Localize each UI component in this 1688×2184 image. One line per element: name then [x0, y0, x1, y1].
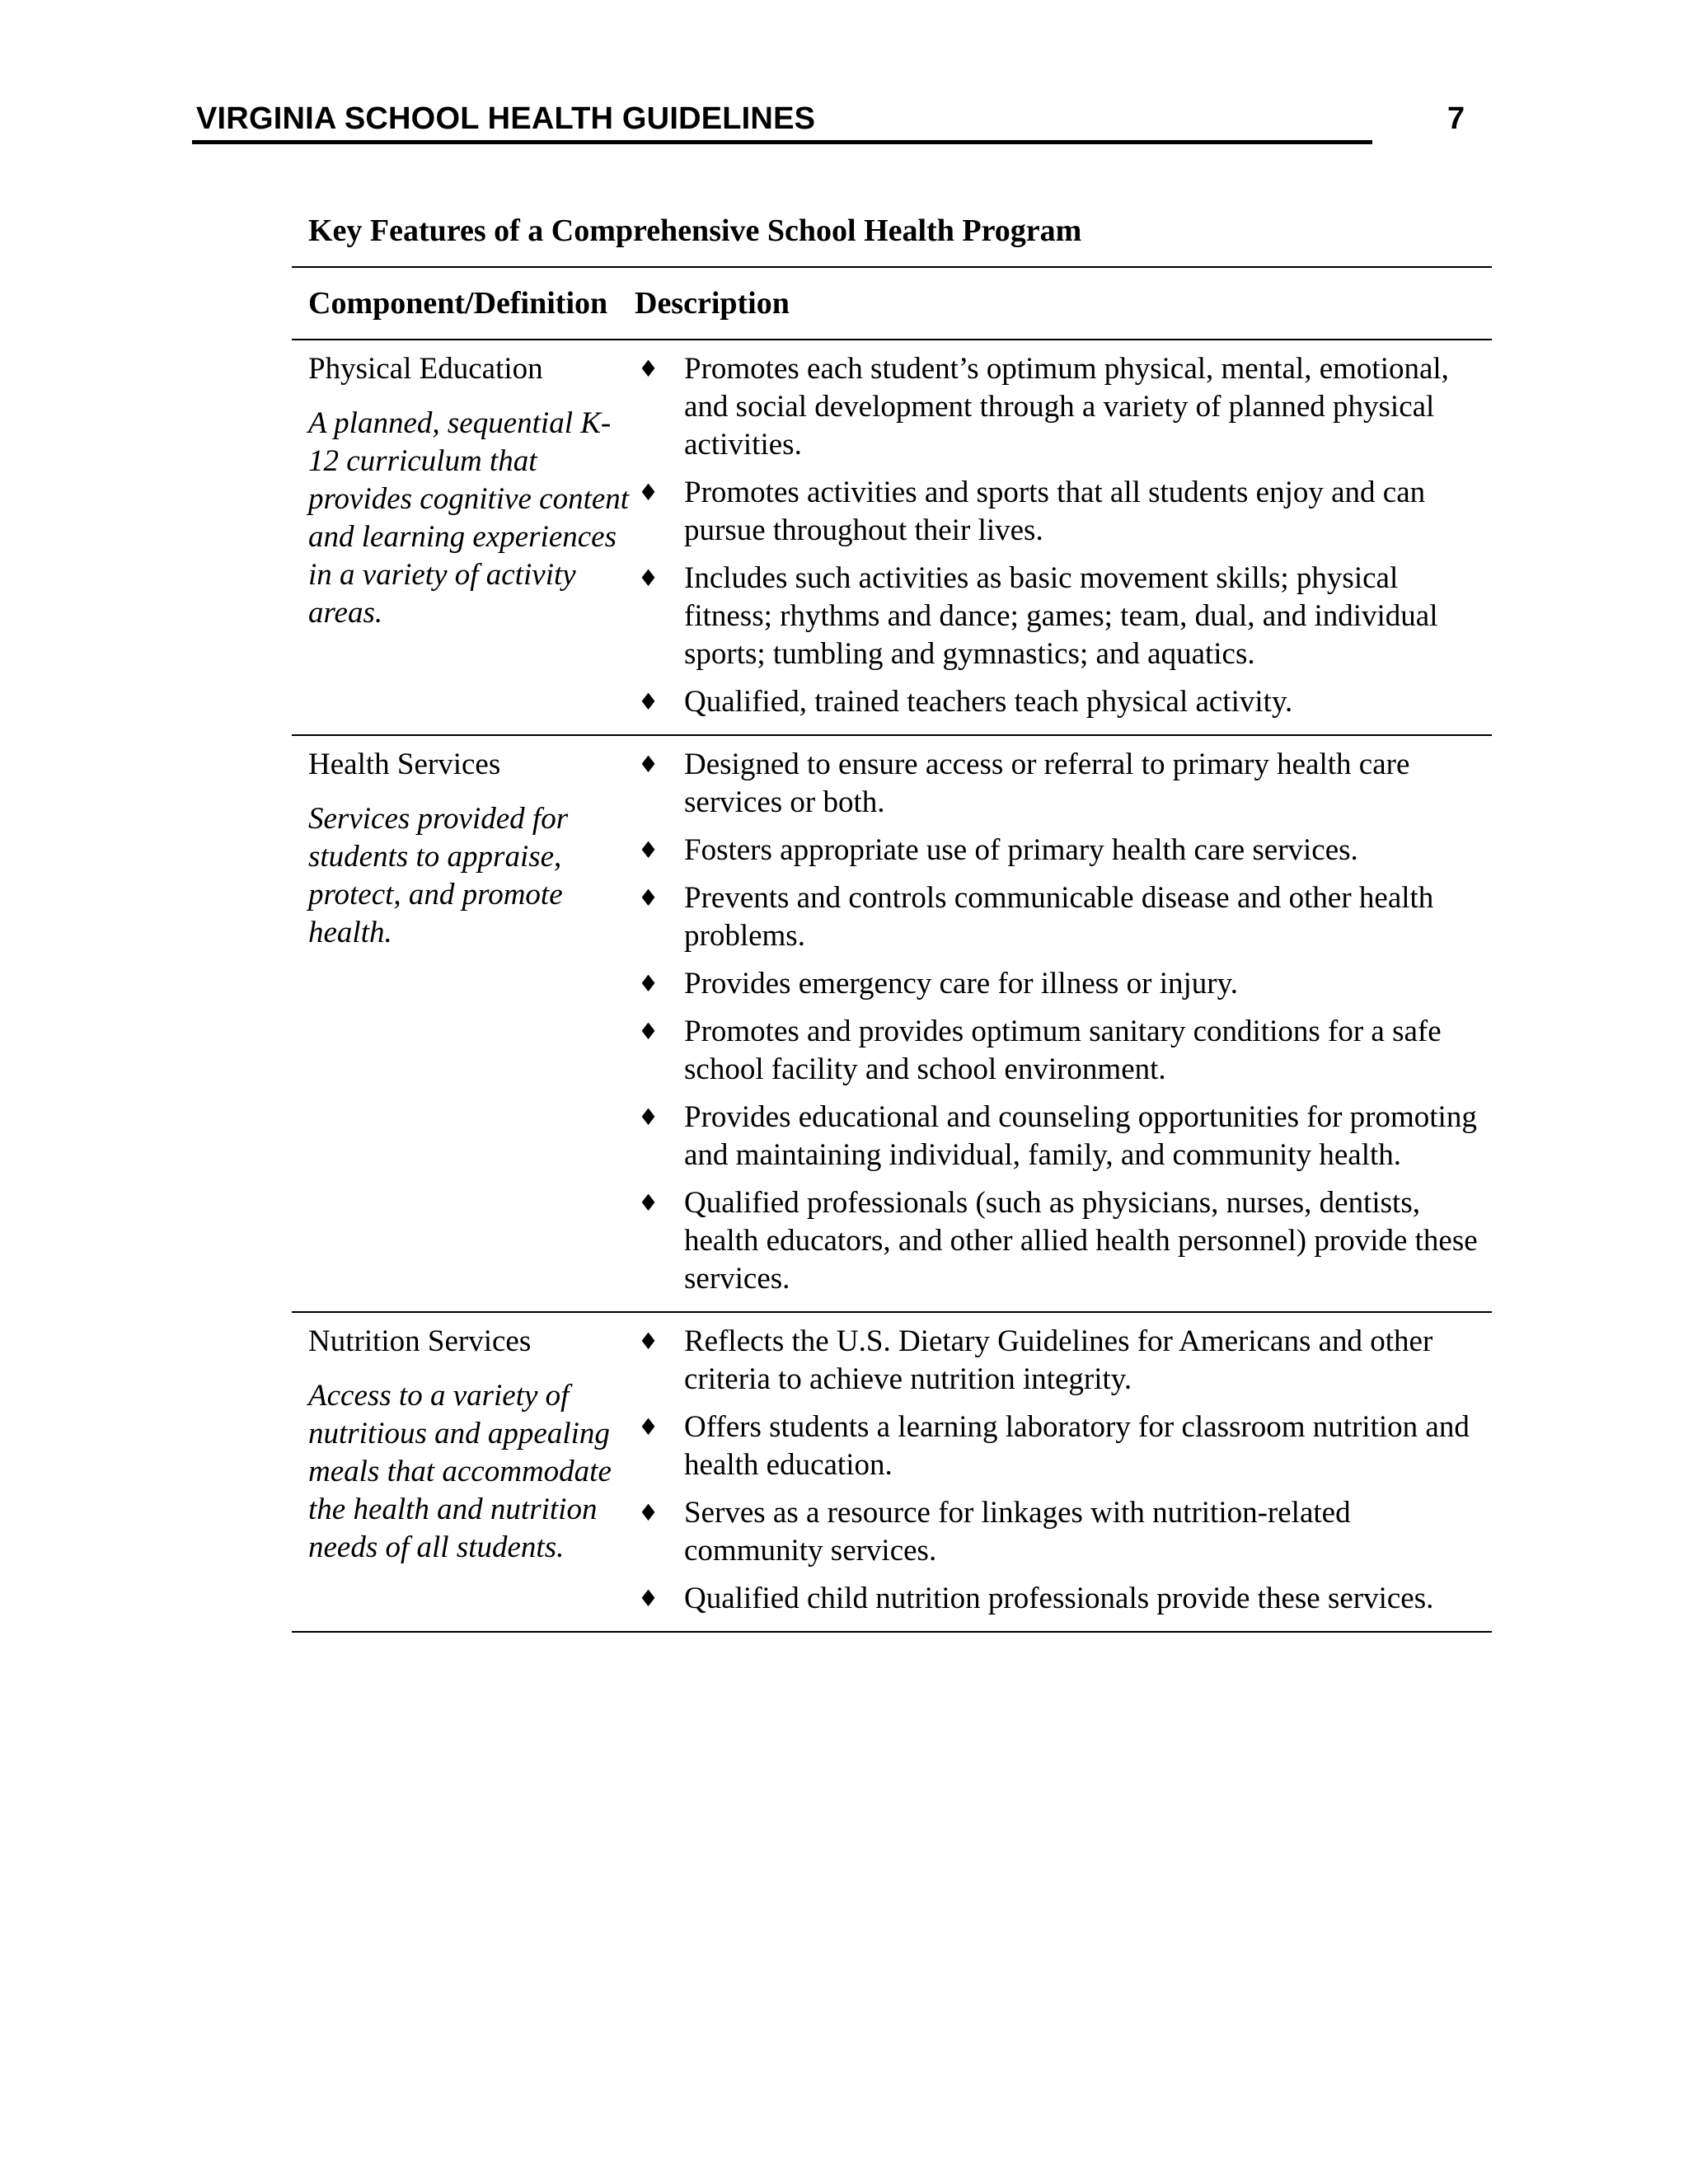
component-definition: A planned, sequential K-12 curriculum that provides cognitive content and learning experiences in a variety of activity areas. — [308, 406, 630, 630]
diamond-bullet-icon: ♦ — [638, 355, 659, 382]
diamond-bullet-icon: ♦ — [638, 1328, 659, 1355]
diamond-bullet-icon: ♦ — [638, 837, 659, 864]
component-cell — [292, 1323, 635, 1618]
bullet-text: Designed to ensure access or referral to primary health care services or both. — [684, 748, 1410, 819]
component-name: Physical Education — [308, 352, 543, 386]
list-item — [635, 1408, 1484, 1484]
component-definition: Access to a variety of nutritious and appealing meals that accommodate the health and nutrition needs of all students. — [308, 1379, 612, 1564]
list-item — [635, 1323, 1484, 1399]
description-list — [635, 1323, 1484, 1618]
component-definition: Services provided for students to appraise, protect, and promote health. — [308, 802, 569, 949]
table-row-physical-education — [292, 340, 1492, 734]
bullet-text: Qualified child nutrition professionals provide these services. — [684, 1582, 1434, 1615]
list-item — [635, 350, 1484, 464]
bullet-text: Includes such activities as basic movement skills; physical fitness; rhythms and dance; games; team, dual, and individual sports; tumbling and gymnastics; and aquatics. — [684, 561, 1438, 671]
bullet-text: Provides educational and counseling opportunities for promoting and maintaining individual, family, and community health. — [684, 1100, 1477, 1172]
diamond-bullet-icon: ♦ — [638, 688, 659, 715]
list-item — [635, 1184, 1484, 1298]
diamond-bullet-icon: ♦ — [638, 1018, 659, 1045]
bullet-text: Qualified professionals (such as physicians, nurses, dentists, health educators, and other allied health personnel) provide these services. — [684, 1186, 1478, 1296]
running-title: VIRGINIA SCHOOL HEALTH GUIDELINES — [196, 101, 816, 136]
description-cell — [635, 350, 1492, 721]
bullet-text: Provides emergency care for illness or injury. — [684, 967, 1238, 1001]
bullet-text: Promotes each student’s optimum physical, mental, emotional, and social development through a variety of planned physical activities. — [684, 352, 1449, 462]
list-item — [635, 1099, 1484, 1174]
list-item — [635, 1580, 1484, 1618]
description-cell — [635, 746, 1492, 1298]
column-header-description: Description — [635, 286, 790, 321]
diamond-bullet-icon: ♦ — [638, 479, 659, 506]
page-number: 7 — [1447, 101, 1465, 136]
list-item — [635, 965, 1484, 1003]
component-name: Health Services — [308, 748, 501, 781]
bullet-text: Qualified, trained teachers teach physical activity. — [684, 685, 1293, 719]
header-rule — [192, 140, 1372, 144]
list-item — [635, 746, 1484, 822]
bullet-text: Reflects the U.S. Dietary Guidelines for Americans and other criteria to achieve nutrition integrity. — [684, 1324, 1433, 1396]
list-item — [635, 1013, 1484, 1089]
diamond-bullet-icon: ♦ — [638, 1104, 659, 1131]
list-item — [635, 560, 1484, 673]
table-row-nutrition-services — [292, 1313, 1492, 1631]
diamond-bullet-icon: ♦ — [638, 884, 659, 912]
running-head — [192, 95, 1372, 144]
diamond-bullet-icon: ♦ — [638, 1189, 659, 1216]
list-item — [635, 879, 1484, 955]
table-header-row — [292, 268, 1492, 339]
diamond-bullet-icon: ♦ — [638, 751, 659, 778]
description-list — [635, 746, 1484, 1298]
component-name: Nutrition Services — [308, 1324, 532, 1358]
description-list — [635, 350, 1484, 721]
component-cell — [292, 350, 635, 721]
component-cell — [292, 746, 635, 1298]
list-item — [635, 474, 1484, 550]
diamond-bullet-icon: ♦ — [638, 565, 659, 592]
list-item — [635, 1494, 1484, 1570]
bullet-text: Fosters appropriate use of primary health care services. — [684, 833, 1358, 867]
bullet-text: Promotes and provides optimum sanitary conditions for a safe school facility and school environment. — [684, 1015, 1442, 1086]
bullet-text: Serves as a resource for linkages with nutrition-related community services. — [684, 1496, 1351, 1568]
features-table — [292, 266, 1492, 1633]
diamond-bullet-icon: ♦ — [638, 970, 659, 997]
list-item — [635, 683, 1484, 721]
bullet-text: Prevents and controls communicable disease and other health problems. — [684, 881, 1434, 953]
bullet-text: Offers students a learning laboratory for classroom nutrition and health education. — [684, 1410, 1470, 1482]
description-cell — [635, 1323, 1492, 1618]
table-bottom-rule — [292, 1631, 1492, 1633]
column-header-component: Component/Definition — [308, 286, 608, 321]
table-row-health-services — [292, 736, 1492, 1311]
list-item — [635, 832, 1484, 869]
table-title: Key Features of a Comprehensive School Health Program — [308, 213, 1082, 248]
bullet-text: Promotes activities and sports that all students enjoy and can pursue throughout their lives. — [684, 476, 1426, 547]
diamond-bullet-icon: ♦ — [638, 1499, 659, 1526]
diamond-bullet-icon: ♦ — [638, 1413, 659, 1441]
diamond-bullet-icon: ♦ — [638, 1585, 659, 1612]
